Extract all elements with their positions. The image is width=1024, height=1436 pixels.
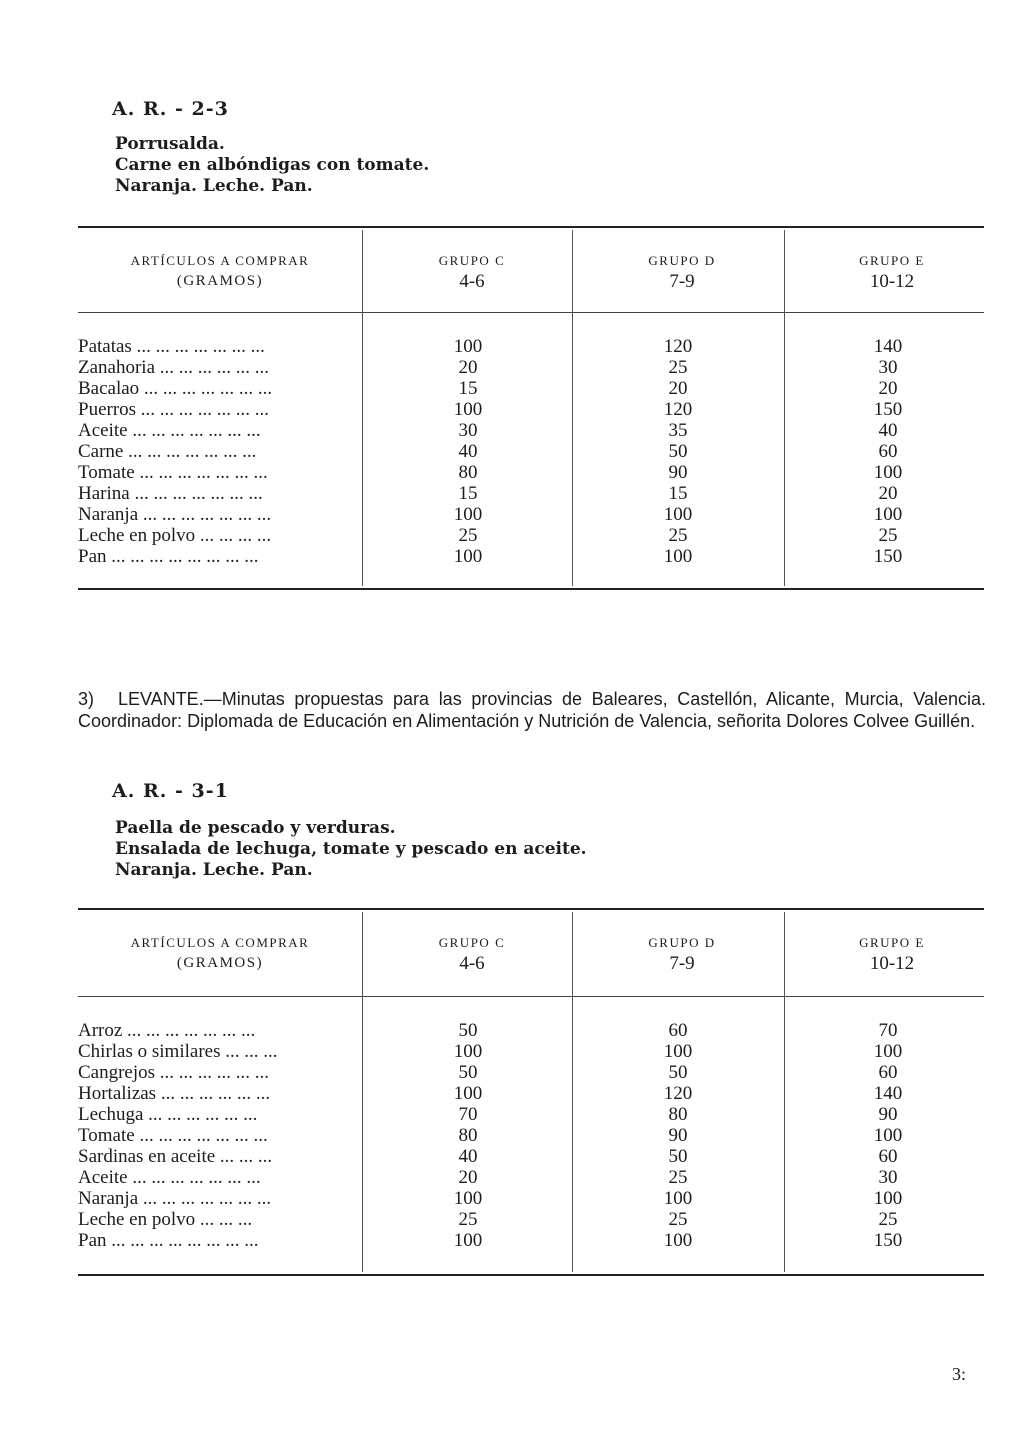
grams-group-e: 150 (873, 1230, 903, 1251)
dish-line: Ensalada de lechuga, tomate y pescado en aceite. (115, 839, 587, 859)
menu-code-1: A. R. - 2-3 (112, 98, 229, 120)
grams-group-e: 140 (873, 1083, 903, 1104)
grams-group-c: 20 (458, 357, 478, 378)
item-name: Patatas ... ... ... ... ... ... ... (78, 336, 265, 357)
item-name: Cangrejos ... ... ... ... ... ... (78, 1062, 270, 1083)
header-group-c (412, 932, 532, 974)
item-name: Zanahoria ... ... ... ... ... ... (78, 357, 270, 378)
grams-group-c: 100 (453, 1041, 483, 1062)
item-name: Naranja ... ... ... ... ... ... ... (78, 504, 272, 525)
grams-group-c: 80 (458, 462, 478, 483)
grams-group-d: 25 (668, 1167, 688, 1188)
dish-line: Porrusalda. (115, 134, 225, 154)
table-row (78, 1104, 984, 1125)
grams-group-c: 15 (458, 378, 478, 399)
grams-group-c: 25 (458, 525, 478, 546)
table-row (78, 546, 984, 567)
item-name: Aceite ... ... ... ... ... ... ... (78, 420, 261, 441)
grams-group-c: 40 (458, 441, 478, 462)
table-row (78, 399, 984, 420)
grams-group-d: 100 (663, 1041, 693, 1062)
item-name: Sardinas en aceite ... ... ... (78, 1146, 273, 1167)
grams-group-d: 100 (663, 1230, 693, 1251)
grams-group-d: 90 (668, 1125, 688, 1146)
dish-line: Naranja. Leche. Pan. (115, 860, 313, 880)
group-range: 4-6 (459, 271, 485, 292)
table-top-rule (78, 908, 984, 910)
table-row (78, 1146, 984, 1167)
grams-group-e: 90 (878, 1104, 898, 1125)
group-name: GRUPO D (648, 935, 716, 950)
table-row (78, 504, 984, 525)
item-name: Lechuga ... ... ... ... ... ... (78, 1104, 258, 1125)
ingredients-table-1 (78, 226, 984, 592)
grams-group-d: 25 (668, 1209, 688, 1230)
group-range: 4-6 (459, 953, 485, 974)
page-number: 3: (951, 1364, 966, 1384)
grams-group-c: 100 (453, 1230, 483, 1251)
grams-group-d: 60 (668, 1020, 688, 1041)
header-grams-label: (GRAMOS) (176, 273, 264, 289)
table-row (78, 525, 984, 546)
grams-group-c: 100 (453, 546, 483, 567)
group-name: GRUPO C (438, 253, 506, 268)
grams-group-c: 70 (458, 1104, 478, 1125)
table-row (78, 462, 984, 483)
grams-group-e: 150 (873, 399, 903, 420)
grams-group-e: 70 (878, 1020, 898, 1041)
grams-group-c: 80 (458, 1125, 478, 1146)
grams-group-e: 20 (878, 378, 898, 399)
grams-group-e: 60 (878, 441, 898, 462)
grams-group-d: 80 (668, 1104, 688, 1125)
grams-group-e: 60 (878, 1062, 898, 1083)
group-name: GRUPO D (648, 253, 716, 268)
table-top-rule (78, 226, 984, 228)
dish-list-2 (115, 818, 815, 881)
grams-group-d: 120 (663, 1083, 693, 1104)
item-name: Tomate ... ... ... ... ... ... ... (78, 1125, 268, 1146)
table-row (78, 1020, 984, 1041)
grams-group-e: 100 (873, 462, 903, 483)
item-name: Hortalizas ... ... ... ... ... ... (78, 1083, 271, 1104)
table-row (78, 1062, 984, 1083)
group-name: GRUPO E (859, 253, 925, 268)
table-row (78, 1209, 984, 1230)
table-row (78, 483, 984, 504)
grams-group-d: 50 (668, 441, 688, 462)
item-name: Carne ... ... ... ... ... ... ... (78, 441, 257, 462)
group-range: 10-12 (869, 953, 915, 974)
grams-group-c: 30 (458, 420, 478, 441)
item-name: Pan ... ... ... ... ... ... ... ... (78, 1230, 259, 1251)
header-articles (78, 250, 362, 292)
grams-group-e: 25 (878, 525, 898, 546)
table-header-rule (78, 996, 984, 997)
grams-group-d: 50 (668, 1146, 688, 1167)
table-row (78, 441, 984, 462)
table-row (78, 1188, 984, 1209)
table-row (78, 357, 984, 378)
grams-group-c: 20 (458, 1167, 478, 1188)
grams-group-e: 30 (878, 1167, 898, 1188)
dish-line: Naranja. Leche. Pan. (115, 176, 313, 196)
item-name: Chirlas o similares ... ... ... (78, 1041, 278, 1062)
table-row (78, 378, 984, 399)
header-grams-label: (GRAMOS) (176, 955, 264, 971)
grams-group-d: 100 (663, 504, 693, 525)
table-row (78, 1230, 984, 1251)
grams-group-d: 15 (668, 483, 688, 504)
grams-group-e: 30 (878, 357, 898, 378)
grams-group-d: 120 (663, 399, 693, 420)
menu-code-2: A. R. - 3-1 (112, 780, 229, 802)
dish-line: Paella de pescado y verduras. (115, 818, 396, 838)
grams-group-d: 20 (668, 378, 688, 399)
item-name: Leche en polvo ... ... ... (78, 1209, 253, 1230)
grams-group-d: 35 (668, 420, 688, 441)
grams-group-e: 100 (873, 1125, 903, 1146)
grams-group-e: 150 (873, 546, 903, 567)
group-name: GRUPO C (438, 935, 506, 950)
grams-group-e: 40 (878, 420, 898, 441)
item-name: Naranja ... ... ... ... ... ... ... (78, 1188, 272, 1209)
grams-group-c: 100 (453, 1188, 483, 1209)
item-name: Aceite ... ... ... ... ... ... ... (78, 1167, 261, 1188)
grams-group-d: 50 (668, 1062, 688, 1083)
item-name: Harina ... ... ... ... ... ... ... (78, 483, 263, 504)
item-name: Leche en polvo ... ... ... ... (78, 525, 272, 546)
grams-group-d: 90 (668, 462, 688, 483)
group-range: 7-9 (669, 953, 695, 974)
table-bottom-rule (78, 1274, 984, 1276)
item-name: Arroz ... ... ... ... ... ... ... (78, 1020, 256, 1041)
header-articles-label: ARTÍCULOS A COMPRAR (130, 935, 310, 950)
grams-group-d: 100 (663, 546, 693, 567)
grams-group-c: 100 (453, 399, 483, 420)
table-row (78, 1125, 984, 1146)
group-range: 7-9 (669, 271, 695, 292)
header-group-c (412, 250, 532, 292)
table-row (78, 336, 984, 357)
grams-group-e: 60 (878, 1146, 898, 1167)
header-group-d (622, 250, 742, 292)
grams-group-c: 50 (458, 1062, 478, 1083)
grams-group-e: 100 (873, 1041, 903, 1062)
table-header-rule (78, 312, 984, 313)
grams-group-d: 25 (668, 357, 688, 378)
header-articles (78, 932, 362, 974)
item-name: Bacalao ... ... ... ... ... ... ... (78, 378, 273, 399)
grams-group-c: 100 (453, 504, 483, 525)
item-name: Pan ... ... ... ... ... ... ... ... (78, 546, 259, 567)
section-levante-intro (78, 688, 986, 732)
grams-group-d: 25 (668, 525, 688, 546)
section-paragraph: LEVANTE.—Minutas propuestas para las provincias de Baleares, Castellón, Alicante, Murcia, Valencia. Coordinador: Diplomada de Educación en Alimentación y Nutrición de Valencia, señorita Dolores Colvee Guillén. (78, 689, 986, 731)
group-range: 10-12 (869, 271, 915, 292)
table-bottom-rule (78, 588, 984, 590)
grams-group-e: 25 (878, 1209, 898, 1230)
grams-group-e: 100 (873, 1188, 903, 1209)
section-number: 3) (78, 689, 95, 709)
grams-group-c: 50 (458, 1020, 478, 1041)
group-name: GRUPO E (859, 935, 925, 950)
table-row (78, 1041, 984, 1062)
header-articles-label: ARTÍCULOS A COMPRAR (130, 253, 310, 268)
grams-group-d: 100 (663, 1188, 693, 1209)
grams-group-e: 140 (873, 336, 903, 357)
grams-group-e: 100 (873, 504, 903, 525)
grams-group-c: 25 (458, 1209, 478, 1230)
grams-group-d: 120 (663, 336, 693, 357)
ingredients-table-2 (78, 908, 984, 1278)
header-group-e (832, 250, 952, 292)
grams-group-c: 100 (453, 1083, 483, 1104)
table-row (78, 1083, 984, 1104)
dish-list-1 (115, 134, 815, 197)
grams-group-c: 100 (453, 336, 483, 357)
grams-group-c: 15 (458, 483, 478, 504)
item-name: Tomate ... ... ... ... ... ... ... (78, 462, 268, 483)
item-name: Puerros ... ... ... ... ... ... ... (78, 399, 270, 420)
dish-line: Carne en albóndigas con tomate. (115, 155, 430, 175)
header-group-e (832, 932, 952, 974)
table-row (78, 420, 984, 441)
table-row (78, 1167, 984, 1188)
grams-group-c: 40 (458, 1146, 478, 1167)
header-group-d (622, 932, 742, 974)
grams-group-e: 20 (878, 483, 898, 504)
